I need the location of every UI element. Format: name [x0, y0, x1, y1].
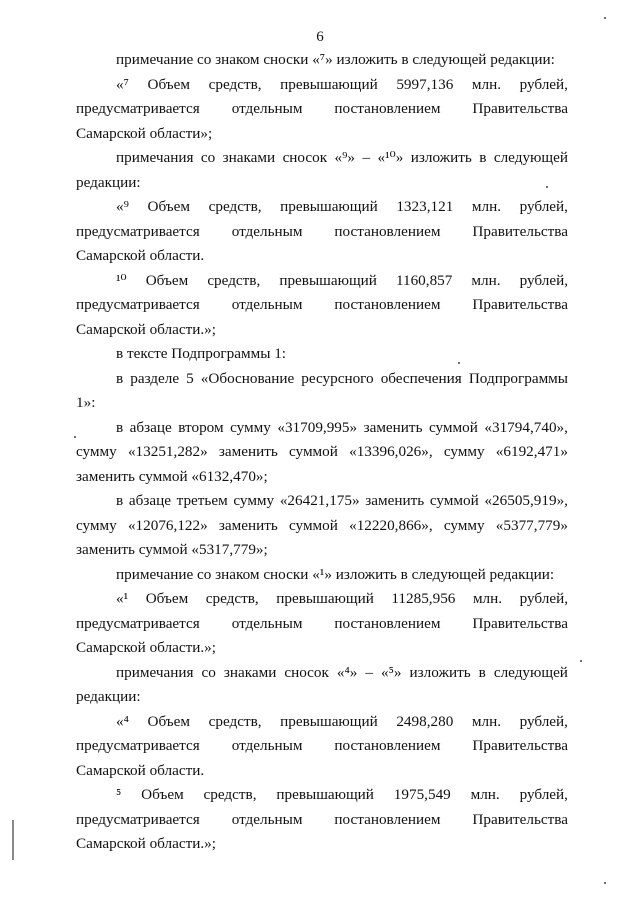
word: средств,	[208, 712, 262, 730]
word: млн.	[471, 198, 501, 215]
word: постановлением	[334, 100, 441, 117]
paragraph-4-line-2	[76, 220, 568, 245]
word: отдельным	[231, 296, 303, 313]
paragraph-12-line-2: редакции:	[76, 688, 141, 705]
scan-speck	[604, 17, 606, 19]
word: Правительства	[472, 737, 568, 754]
word: абзаце	[128, 492, 171, 509]
paragraph-7: в разделе 5 «Обоснование ресурсного обеспечения Подпрограммы 1»:	[76, 369, 568, 411]
paragraph-11-line-2	[76, 612, 568, 637]
paragraph-9-line-3: заменить суммой «5317,779»;	[76, 541, 268, 558]
word: Объем	[147, 75, 191, 93]
paragraph-5-line-1	[76, 269, 568, 294]
word: «31794,740»,	[484, 418, 568, 436]
word: «⁷	[116, 75, 129, 93]
word: рублей,	[519, 271, 568, 289]
word: превышающий	[280, 712, 378, 730]
word: отдельным	[231, 222, 303, 240]
word: средств,	[207, 271, 261, 289]
word: «⁴	[116, 712, 129, 730]
word: следующей	[493, 663, 568, 681]
word: в	[116, 492, 124, 509]
word: средств,	[208, 75, 262, 93]
word: «12076,122»	[127, 516, 208, 534]
word: сносок	[282, 149, 328, 166]
word: отдельным	[231, 614, 303, 632]
word: рублей,	[519, 712, 568, 730]
word: Правительства	[472, 296, 568, 313]
word: заменить	[218, 443, 278, 460]
word: в	[478, 663, 486, 681]
word: млн.	[471, 712, 501, 730]
paragraph-11-line-1	[76, 587, 568, 612]
paragraph-10: примечание со знаком сноски «¹» изложить в следующей редакции:	[116, 565, 555, 583]
word: «12220,866»,	[349, 516, 433, 534]
paragraph-2-line-3: Самарской области»;	[76, 124, 213, 142]
word: Объем	[147, 198, 191, 215]
word: постановлением	[334, 296, 441, 313]
paragraph-8-line-1	[76, 416, 568, 441]
paragraph-9-line-2	[76, 514, 568, 539]
word: постановлением	[334, 810, 441, 828]
word: постановлением	[334, 737, 441, 754]
word: суммой	[429, 418, 478, 436]
word: третьем	[176, 492, 228, 509]
word: –	[362, 149, 371, 166]
word: превышающий	[276, 786, 374, 803]
word: рублей,	[519, 590, 568, 607]
word: абзаце	[129, 418, 172, 436]
word: «13396,026»,	[349, 443, 433, 460]
word: превышающий	[279, 271, 377, 289]
scan-speck	[546, 186, 548, 188]
word: 11285,956	[391, 590, 456, 607]
word: сумму	[76, 443, 117, 460]
word: со	[201, 663, 216, 681]
paragraph-8-line-2	[76, 440, 568, 465]
paragraph-8-line-3: заменить суммой «6132,470»;	[76, 467, 268, 485]
word: постановлением	[334, 614, 441, 632]
word: млн.	[470, 786, 500, 803]
word: предусматривается	[76, 810, 200, 828]
paragraph-9-line-1	[76, 489, 568, 514]
paragraph-1: примечание со знаком сноски «⁷» изложить в следующей редакции:	[116, 51, 555, 68]
word: в	[479, 149, 487, 166]
word: предусматривается	[76, 222, 200, 240]
word: втором	[178, 418, 224, 436]
paragraph-3-line-2: редакции:	[76, 173, 141, 191]
word: сносок	[284, 663, 329, 681]
scan-speck	[74, 436, 76, 438]
paragraph-3-line-1	[76, 146, 568, 171]
word: рублей,	[519, 75, 568, 93]
word: млн.	[472, 590, 503, 607]
word: рублей,	[519, 786, 568, 803]
word: «26421,175»	[279, 492, 360, 509]
word: сумму	[443, 516, 485, 534]
word: Правительства	[472, 614, 568, 632]
word: «5377,779»	[495, 516, 568, 534]
paragraph-2-line-1	[76, 73, 568, 98]
paragraph-12-line-1	[76, 661, 568, 686]
word: превышающий	[280, 75, 378, 93]
word: «6192,471»	[495, 443, 568, 460]
word: Объем	[141, 786, 184, 803]
paragraph-4-line-3: Самарской области.	[76, 247, 205, 264]
word: сумму	[230, 418, 271, 436]
paragraph-5-line-2	[76, 293, 568, 318]
word: суммой	[289, 443, 338, 460]
word: «¹	[116, 590, 129, 607]
paragraph-13-line-2	[76, 734, 568, 759]
word: –	[365, 663, 374, 681]
word: 1160,857	[395, 271, 453, 289]
word: превышающий	[280, 198, 378, 215]
word: превышающий	[276, 590, 374, 607]
word: заменить	[218, 516, 278, 534]
paragraph-6: в тексте Подпрограммы 1:	[116, 345, 287, 362]
scan-speck	[458, 362, 460, 364]
word: Объем	[147, 712, 191, 730]
word: постановлением	[334, 222, 441, 240]
word: Правительства	[472, 222, 568, 240]
word: изложить	[409, 663, 471, 681]
word: примечания	[116, 663, 194, 681]
scan-speck	[580, 660, 582, 662]
word: заменить	[365, 492, 425, 509]
scan-edge-mark	[12, 820, 14, 860]
word: предусматривается	[76, 737, 200, 754]
word: отдельным	[231, 100, 303, 117]
word: следующей	[493, 149, 568, 166]
word: ⁵	[116, 786, 122, 803]
word: «⁹»	[334, 149, 356, 166]
word: в	[116, 418, 124, 436]
paragraph-5-line-3: Самарской области.»;	[76, 320, 216, 338]
word: заменить	[363, 418, 423, 436]
word: изложить	[410, 149, 472, 166]
word: 1975,549	[393, 786, 451, 803]
scan-speck	[604, 882, 606, 884]
word: млн.	[471, 75, 501, 93]
word: ¹⁰	[116, 271, 127, 289]
word: отдельным	[231, 737, 303, 754]
word: предусматривается	[76, 296, 200, 313]
word: средств,	[205, 590, 259, 607]
word: знаками	[222, 149, 276, 166]
paragraph-4-line-1	[76, 195, 568, 220]
word: 1323,121	[396, 198, 454, 215]
word: предусматривается	[76, 614, 200, 632]
document-body	[76, 48, 568, 857]
word: сумму	[76, 516, 117, 534]
paragraph-2-line-2	[76, 97, 568, 122]
word: суммой	[289, 516, 338, 534]
word: рублей,	[519, 198, 568, 215]
paragraph-14-line-2	[76, 808, 568, 833]
page-number: 6	[316, 29, 324, 45]
word: Объем	[145, 590, 189, 607]
word: сумму	[233, 492, 275, 509]
word: Правительства	[472, 100, 568, 117]
word: «13251,282»	[127, 443, 208, 460]
word: «⁵»	[381, 663, 402, 681]
word: отдельным	[231, 810, 303, 828]
paragraph-11-line-3: Самарской области.»;	[76, 639, 216, 656]
paragraph-13-line-3: Самарской области.	[76, 761, 205, 779]
word: примечания	[116, 149, 194, 166]
word: «⁹	[116, 198, 129, 215]
word: «26505,919»,	[484, 492, 568, 509]
paragraph-14-line-3: Самарской области.»;	[76, 835, 216, 852]
word: средств,	[203, 786, 257, 803]
paragraph-13-line-1	[76, 710, 568, 735]
word: 5997,136	[396, 75, 454, 93]
word: со	[200, 149, 216, 166]
word: суммой	[429, 492, 479, 509]
word: средств,	[208, 198, 262, 215]
word: сумму	[443, 443, 485, 460]
word: «31709,995»	[277, 418, 358, 436]
word: «⁴»	[336, 663, 358, 681]
word: Объем	[145, 271, 189, 289]
word: Правительства	[472, 810, 568, 828]
word: млн.	[471, 271, 501, 289]
word: знаками	[223, 663, 277, 681]
word: «¹⁰»	[377, 149, 404, 166]
word: 2498,280	[396, 712, 454, 730]
paragraph-14-line-1	[76, 783, 568, 808]
word: предусматривается	[76, 100, 200, 117]
